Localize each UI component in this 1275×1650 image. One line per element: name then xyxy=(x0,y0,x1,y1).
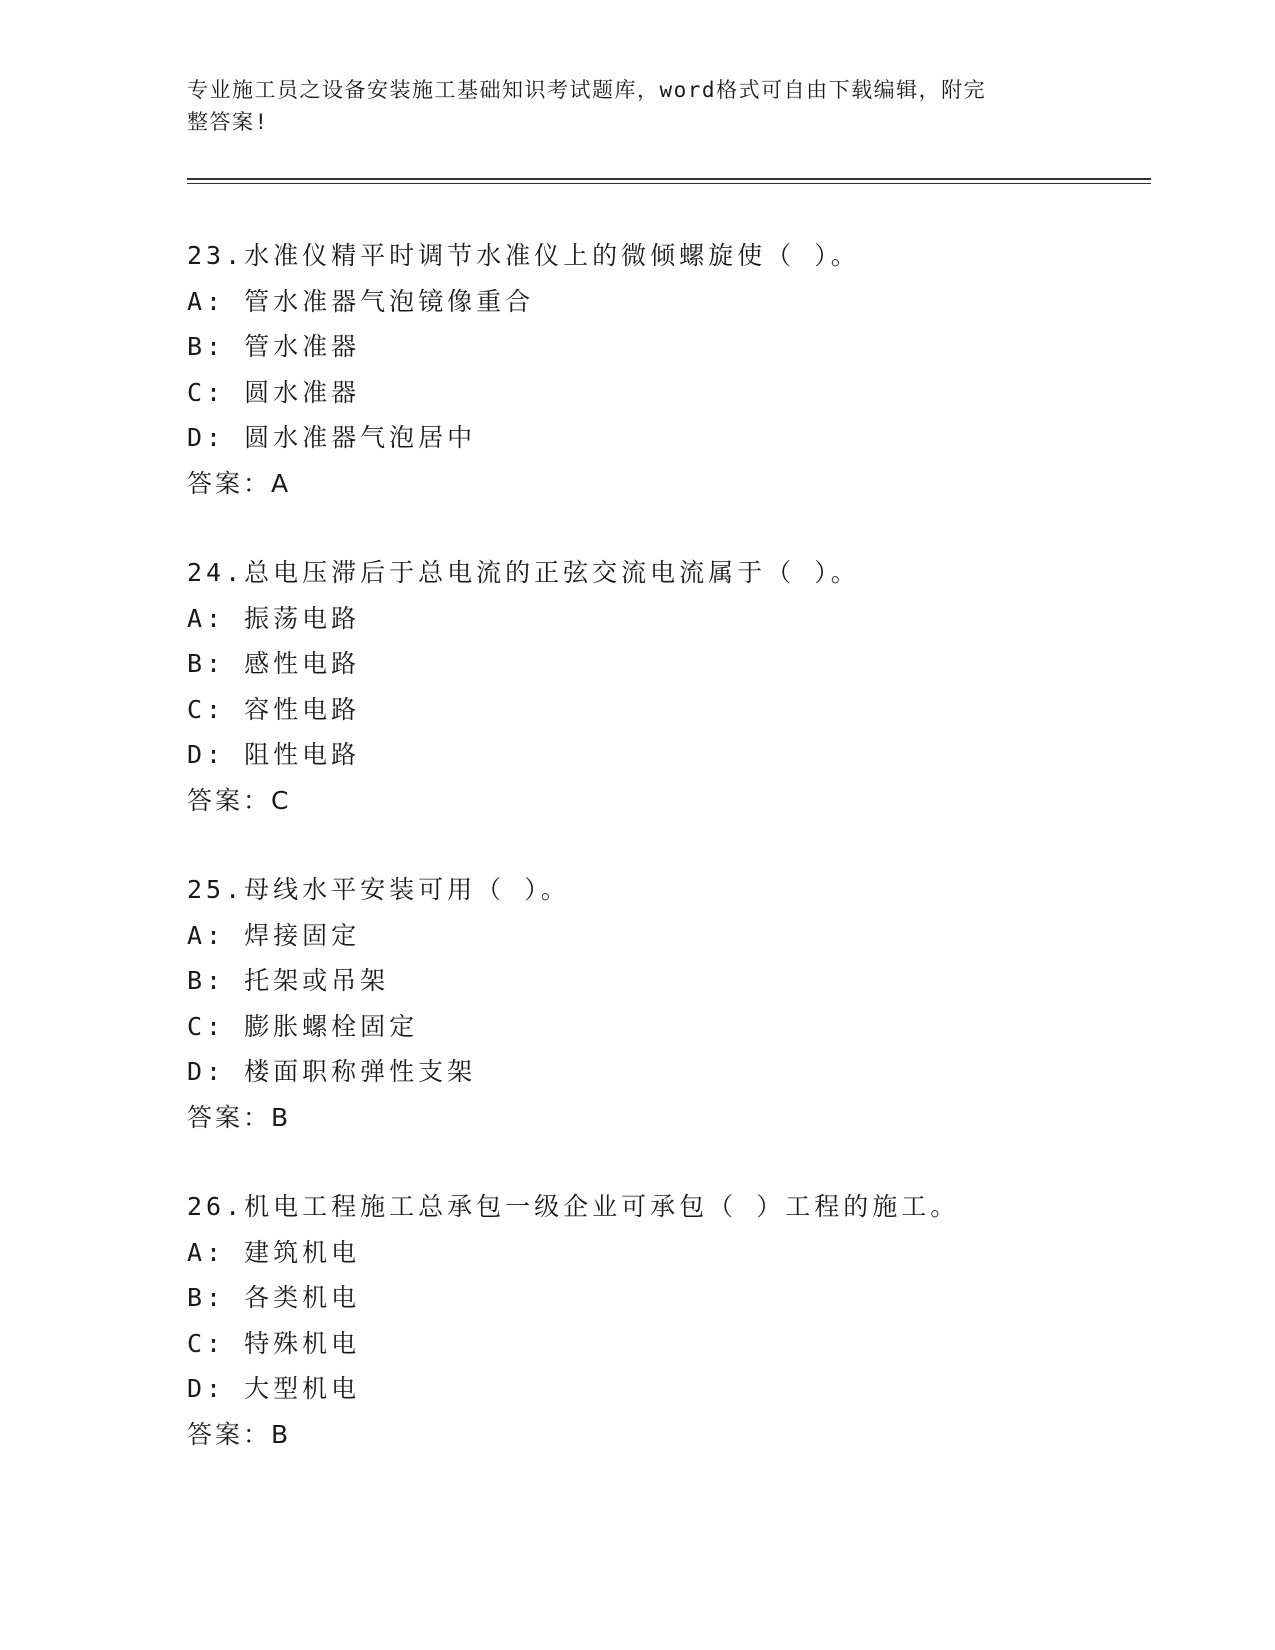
option-a: A: 建筑机电 xyxy=(187,1237,361,1267)
option-a: A: 焊接固定 xyxy=(187,920,361,950)
question-stem: 23.水准仪精平时调节水准仪上的微倾螺旋使（ ）。 xyxy=(187,241,860,270)
question-list xyxy=(187,233,1147,1501)
question-24 xyxy=(187,550,1147,823)
question-stem: 26.机电工程施工总承包一级企业可承包（ ）工程的施工。 xyxy=(187,1192,960,1221)
option-c: C: 膨胀螺栓固定 xyxy=(187,1011,419,1041)
question-25 xyxy=(187,867,1147,1140)
document-header xyxy=(187,74,1067,138)
header-line-2: 整答案! xyxy=(187,110,269,134)
option-c: C: 特殊机电 xyxy=(187,1328,361,1358)
answer-line: 答案：C xyxy=(187,785,292,815)
header-line-1: 专业施工员之设备安装施工基础知识考试题库，word格式可自由下载编辑，附完 xyxy=(187,78,987,102)
answer-line: 答案：B xyxy=(187,1419,292,1449)
option-a: A: 管水准器气泡镜像重合 xyxy=(187,286,535,316)
option-c: C: 容性电路 xyxy=(187,694,361,724)
header-divider xyxy=(187,178,1151,184)
option-d: D: 圆水准器气泡居中 xyxy=(187,423,477,452)
answer-line: 答案：B xyxy=(187,1102,292,1132)
option-a: A: 振荡电路 xyxy=(187,603,361,633)
option-b: B: 感性电路 xyxy=(187,649,361,678)
option-c: C: 圆水准器 xyxy=(187,377,361,407)
option-b: B: 托架或吊架 xyxy=(187,966,390,995)
question-23 xyxy=(187,233,1147,506)
option-d: D: 楼面职称弹性支架 xyxy=(187,1057,477,1086)
question-stem: 25.母线水平安装可用（ ）。 xyxy=(187,875,570,904)
answer-line: 答案：A xyxy=(187,468,292,498)
option-b: B: 各类机电 xyxy=(187,1283,361,1312)
option-b: B: 管水准器 xyxy=(187,332,361,361)
option-d: D: 大型机电 xyxy=(187,1374,361,1403)
question-26 xyxy=(187,1184,1147,1457)
option-d: D: 阻性电路 xyxy=(187,740,361,769)
question-stem: 24.总电压滞后于总电流的正弦交流电流属于（ ）。 xyxy=(187,558,860,587)
